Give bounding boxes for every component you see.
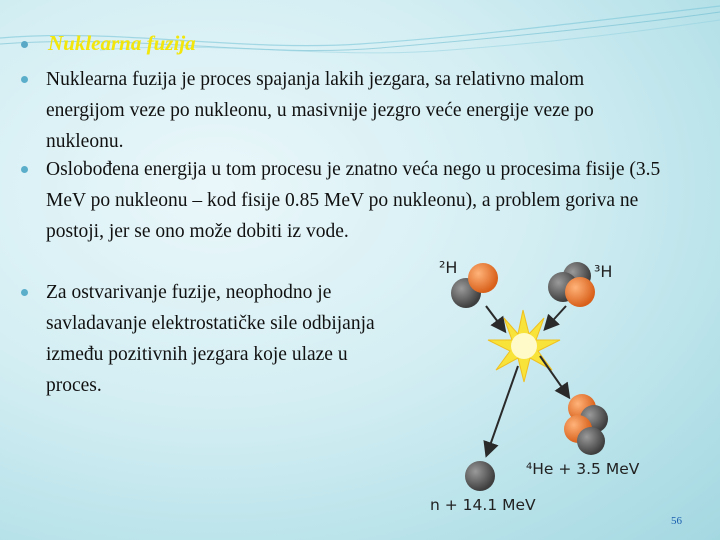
outgoing-arrow	[540, 356, 568, 396]
neutron-particle	[465, 461, 495, 491]
helium-label: ⁴He + 3.5 MeV	[526, 460, 640, 478]
deuterium-label: ²H	[439, 258, 458, 277]
bullet-icon	[21, 76, 28, 83]
deuterium-nucleus	[451, 263, 498, 308]
page-number: 56	[671, 515, 682, 527]
bullet-text: Za ostvarivanje fuzije, neophodno je savladavanje elektrostatičke sile odbijanja između pozitivnih jezgara koje ulaze u proces.	[46, 282, 375, 396]
outgoing-arrow	[487, 366, 518, 454]
bullet-icon	[21, 289, 28, 296]
proton-particle	[565, 277, 595, 307]
tritium-label: ³H	[594, 262, 613, 281]
bullet-item	[46, 154, 686, 247]
proton-particle	[468, 263, 498, 293]
incoming-arrow	[486, 306, 504, 330]
slide-title: Nuklearna fuzija	[48, 31, 196, 55]
neutron-label: n + 14.1 MeV	[430, 496, 536, 514]
bullet-text: Oslobođena energija u tom procesu je znatno veća nego u procesima fisije (3.5 MeV po nukleonu – kod fisije 0.85 MeV po nukleonu), a problem goriva ne postoji, jer se ono može dobiti iz vode.	[46, 159, 661, 242]
title-bullet	[21, 41, 28, 48]
bullet-item	[46, 277, 406, 401]
neutron-particle	[577, 427, 605, 455]
incoming-arrow	[546, 306, 566, 328]
tritium-nucleus	[548, 262, 595, 307]
bullet-icon	[21, 166, 28, 173]
bullet-text: Nuklearna fuzija je proces spajanja lakih jezgara, sa relativno malom energijom veze po nukleonu, u masivnije jezgro veće energije veze po nukleonu.	[46, 69, 594, 152]
bullet-item	[46, 64, 666, 157]
fusion-diagram	[420, 248, 720, 528]
flash-core	[511, 333, 537, 359]
helium-nucleus	[564, 394, 608, 455]
